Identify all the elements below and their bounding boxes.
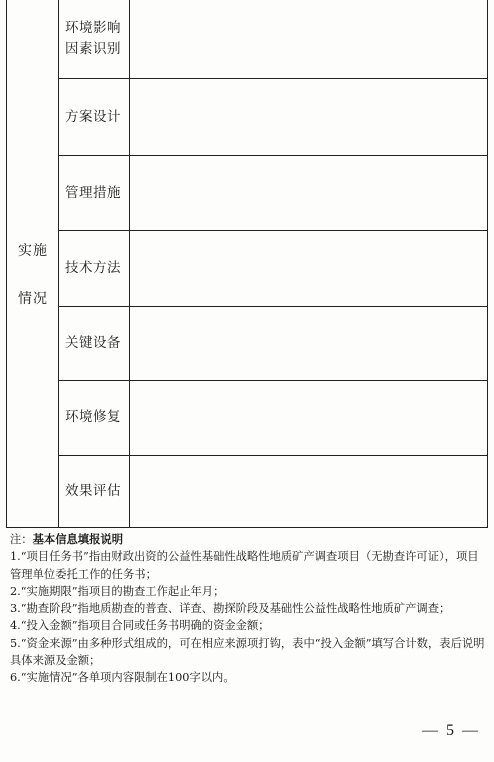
filling-instructions bbox=[10, 531, 488, 687]
row-label-env-impact-factors bbox=[59, 18, 130, 60]
category-label-line2: 情况 bbox=[18, 291, 48, 307]
value-cell-env-impact-factors[interactable] bbox=[130, 0, 487, 78]
note-item: 5.“资金来源”由多种形式组成的，可在相应来源项打钩，表中“投入金额”填写合计数，表后说明具体来源及金额； bbox=[10, 636, 485, 668]
value-cell-env-restoration[interactable] bbox=[130, 380, 487, 455]
value-cell-key-equipment[interactable] bbox=[130, 306, 487, 380]
note-item: 1.“项目任务书”指由财政出资的公益性基础性战略性地质矿产调查项目（无勘查许可证），项目管理单位委托工作的任务书； bbox=[10, 550, 479, 581]
note-item: 4.“投入金额”指项目合同或任务书明确的资金金额； bbox=[10, 619, 270, 633]
category-label-line1: 实施 bbox=[18, 243, 48, 259]
value-cell-management-measures[interactable] bbox=[130, 155, 487, 230]
page-number: — 5 — bbox=[422, 722, 480, 739]
note-item: 2.“实施期限”指项目的勘查工作起止年月； bbox=[10, 584, 225, 598]
row-label-management-measures: 管理措施 bbox=[65, 185, 121, 201]
note-item: 3.“勘查阶段”指地质勘查的普查、详查、勘探阶段及基础性公益性战略性地质矿产调查； bbox=[10, 602, 451, 616]
row-label-line: 环境影响 bbox=[65, 20, 121, 36]
category-cell bbox=[7, 0, 59, 527]
row-label-key-equipment: 关键设备 bbox=[65, 335, 121, 351]
row-label-technical-methods: 技术方法 bbox=[65, 260, 121, 276]
note-item: 6.“实施情况”各单项内容限制在100字以内。 bbox=[10, 671, 235, 685]
value-cell-effect-evaluation[interactable] bbox=[130, 455, 487, 528]
notes-title: 基本信息填报说明 bbox=[32, 533, 123, 546]
notes-prefix: 注： bbox=[10, 533, 33, 546]
row-label-env-restoration: 环境修复 bbox=[65, 409, 121, 425]
row-label-effect-evaluation: 效果评估 bbox=[65, 483, 121, 499]
row-label-plan-design: 方案设计 bbox=[65, 109, 121, 125]
value-cell-plan-design[interactable] bbox=[130, 78, 487, 155]
value-cell-technical-methods[interactable] bbox=[130, 230, 487, 306]
notes-heading bbox=[10, 531, 488, 548]
implementation-table bbox=[6, 0, 488, 528]
row-label-line: 因素识别 bbox=[65, 41, 121, 57]
